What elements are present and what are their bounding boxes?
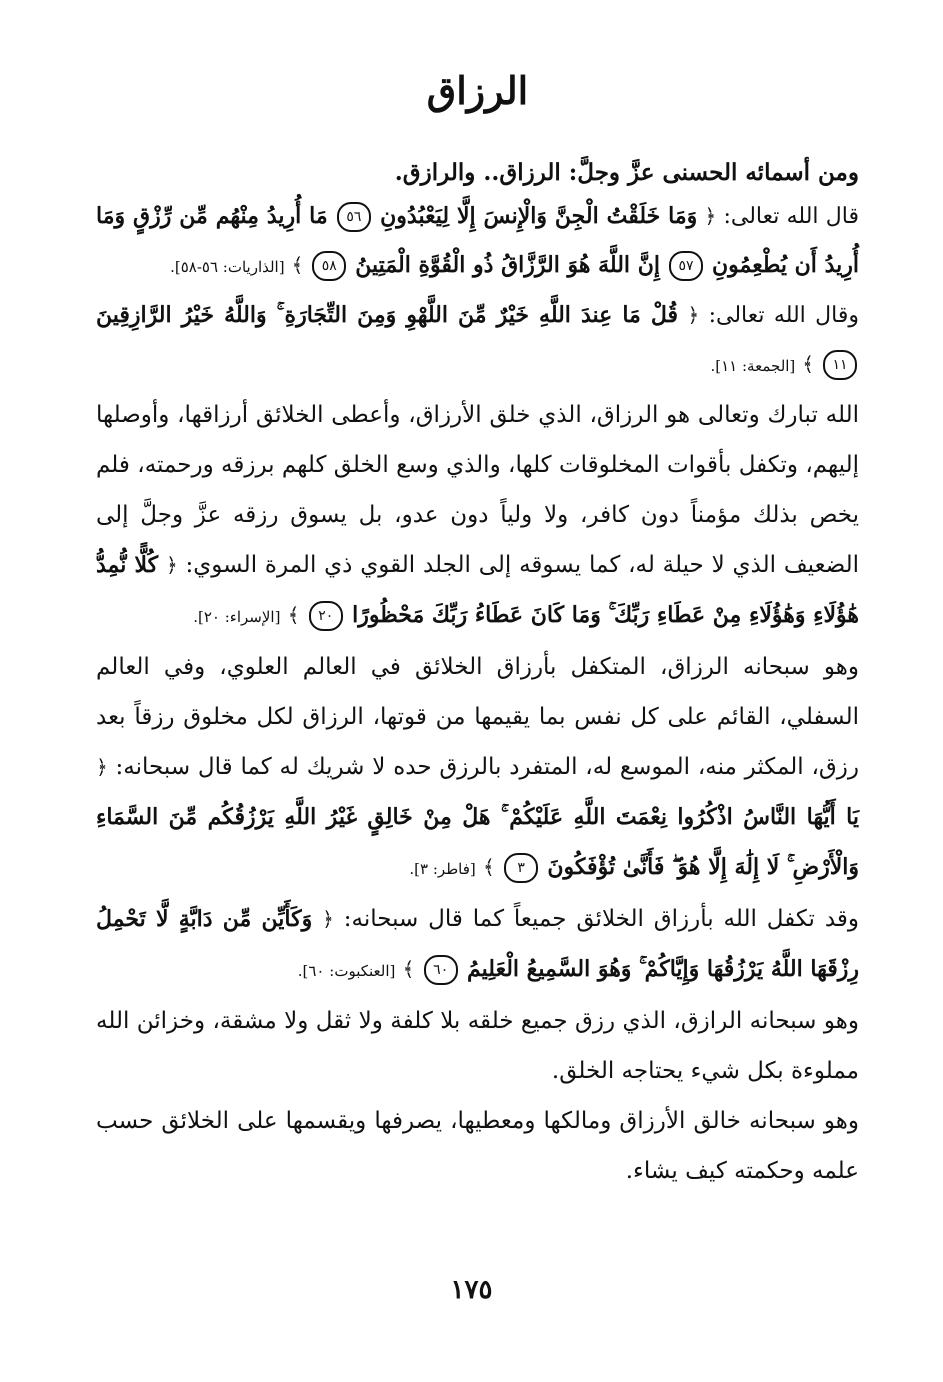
quran-text: إِنَّ اللَّهَ هُوَ الرَّزَّاقُ ذُو الْقُوَّةِ الْمَتِينُ (355, 251, 660, 278)
bracket-close-icon: ﴾ (802, 351, 814, 376)
bracket-open-icon: ﴿ (704, 203, 717, 228)
paragraph-4 (96, 996, 859, 1096)
ayah-number: ٢٠ (309, 601, 343, 631)
ayah-number: ٣ (504, 853, 538, 883)
verse-block-jumuah (96, 291, 859, 390)
paragraph-text: وقد تكفل الله بأرزاق الخلائق جميعاً كما قال سبحانه: (343, 905, 859, 932)
verse-reference: [الذاريات: ٥٦-٥٨]. (170, 257, 285, 276)
chapter-title: الرزاق (426, 68, 529, 113)
paragraph-text: وهو سبحانه الرزاق، المتكفل بأرزاق الخلائق في العالم العلوي، وفي العالم السفلي، القائم على كل نفس بما يقيمها من قوتها، الرزاق لكل مخلوق رزقاً بعد رزق، المكثر منه، الموسع له، المتفرد بالرزق حده لا شريك له كما قال سبحانه: (96, 653, 859, 780)
quran-text: قُلْ مَا عِندَ اللَّهِ خَيْرٌ مِّنَ اللَّهْوِ وَمِنَ التِّجَارَةِ ۚ وَاللَّهُ خَيْرُ الرَّازِقِينَ (96, 301, 679, 328)
verse-reference: [العنكبوت: ٦٠]. (297, 961, 396, 980)
bracket-close-icon: ﴾ (287, 602, 300, 627)
bracket-open-icon: ﴿ (687, 302, 700, 327)
ayah-number: ٦٠ (424, 955, 458, 985)
paragraph-2 (96, 642, 859, 894)
quran-text: مَا أُرِيدُ مِنْهُم مِّن رِّزْقٍ وَمَا أُرِيدُ أَن يُطْعِمُونِ (96, 202, 859, 278)
bracket-open-icon: ﴿ (165, 552, 178, 577)
ayah-number: ٥٧ (669, 251, 703, 281)
bracket-close-icon: ﴾ (483, 854, 495, 879)
verse-reference: [الجمعة: ١١]. (710, 356, 796, 375)
verse-lead: وقال الله تعالى: (708, 302, 860, 328)
quran-text: وَكَأَيِّن مِّن دَابَّةٍ لَّا تَحْمِلُ رِزْقَهَا اللَّهُ يَرْزُقُهَا وَإِيَّاكُمْ ۚ وَهُوَ السَّمِيعُ الْعَلِيمُ (96, 905, 859, 982)
verse-lead: قال الله تعالى: (723, 203, 859, 229)
bracket-close-icon: ﴾ (402, 956, 415, 981)
quran-text: وَمَا خَلَقْتُ الْجِنَّ وَالْإِنسَ إِلَّا لِيَعْبُدُونِ (380, 202, 698, 229)
verse-reference: [فاطر: ٣]. (409, 859, 476, 878)
paragraph-3 (96, 894, 859, 996)
ayah-number: ٥٦ (337, 202, 371, 232)
paragraph-text: وهو سبحانه الرازق، الذي رزق جميع خلقه بلا كلفة ولا ثقل ولا مشقة، وخزائن الله مملوءة بكل شيء يحتاجه الخلق. (96, 1007, 859, 1084)
paragraph-1 (96, 390, 859, 642)
paragraph-text: وهو سبحانه خالق الأرزاق ومالكها ومعطيها، يصرفها ويقسمها على الخلائق حسب علمه وحكمته كيف يشاء. (96, 1107, 859, 1184)
bracket-open-icon: ﴿ (322, 906, 334, 931)
quran-text: كُلًّا نُّمِدُّ هَٰؤُلَاءِ وَهَٰؤُلَاءِ مِنْ عَطَاءِ رَبِّكَ ۚ وَمَا كَانَ عَطَاءُ رَبِّكَ مَحْظُورًا (96, 551, 859, 628)
intro-line: ومن أسمائه الحسنى عزَّ وجلَّ: الرزاق.. والرازق. (394, 158, 859, 186)
ayah-number: ١١ (823, 350, 857, 380)
bracket-open-icon: ﴿ (96, 754, 108, 779)
verse-block-dhariyat (96, 192, 859, 291)
quran-text: يَا أَيُّهَا النَّاسُ اذْكُرُوا نِعْمَتَ اللَّهِ عَلَيْكُمْ ۚ هَلْ مِنْ خَالِقٍ غَيْرُ اللَّهِ يَرْزُقُكُم مِّنَ السَّمَاءِ وَالْأَرْضِ ۚ لَا إِلَٰهَ إِلَّا هُوَ ۖ فَأَنَّىٰ تُؤْفَكُونَ (96, 803, 859, 880)
paragraph-5 (96, 1096, 859, 1196)
ayah-number: ٥٨ (312, 251, 346, 281)
verse-reference: [الإسراء: ٢٠]. (193, 607, 281, 626)
paragraph-text: الله تبارك وتعالى هو الرزاق، الذي خلق الأرزاق، وأعطى الخلائق أرزاقها، وأوصلها إليهم، وتكفل بأقوات المخلوقات كلها، والذي وسع الخلق كلهم برزقه ورحمته، فلم يخص بذلك مؤمناً دون كافر، ولا ولياً دون عدو، بل يسوق رزقه عزَّ وجلَّ إلى الضعيف الذي لا حيلة له، كما يسوقه إلى الجلد القوي ذي المرة السوي: (96, 401, 860, 578)
page-number: ١٧٥ (450, 1275, 493, 1305)
bracket-close-icon: ﴾ (291, 252, 304, 277)
